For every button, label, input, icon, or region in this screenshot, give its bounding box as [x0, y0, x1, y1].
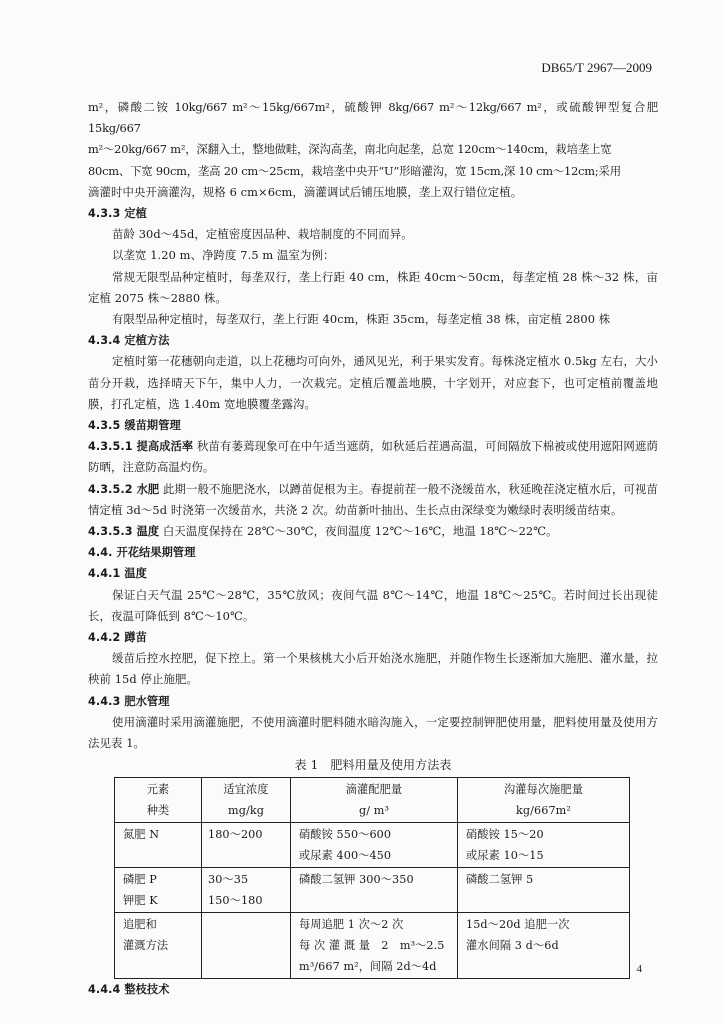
cell-line: m³/667 m²，间隔 2d～4d — [299, 960, 437, 974]
cell-line: 磷酸二氢钾 300～350 — [299, 873, 414, 887]
table-cell — [458, 868, 630, 913]
table-cell — [202, 913, 291, 979]
paragraph-text: 秋苗有萎蔫现象可在中午适当遮荫，如秋延后茬遇高温，可间隔放下棉被或使用遮阳网遮荫防晒，注意防高温灼伤。 — [88, 439, 658, 475]
paragraph: 定植时第一花穗朝向走道，以上花穗均可向外，通风见光，利于果实发育。每株浇定植水 0.5kg 左右，大小苗分开栽，选择晴天下午，集中人力，一次栽完。定植后覆盖地膜，十字划开，对应套下，也可定植前覆盖地膜，打孔定植，选 1.40m 宽地膜覆垄露沟。 — [88, 354, 658, 411]
header-concentration: 适宜浓度 mg/kg — [202, 778, 291, 823]
cell-line: 150～180 — [208, 894, 263, 908]
fertilizer-table — [114, 777, 630, 979]
table-cell — [115, 868, 202, 913]
paragraph: 以垄宽 1.20 m、净跨度 7.5 m 温室为例： — [112, 248, 335, 263]
table-cell — [458, 823, 630, 868]
document-id: DB65/T 2967—2009 — [541, 60, 652, 75]
document-body — [88, 97, 658, 1001]
page-number: 4 — [636, 963, 642, 975]
paragraph — [88, 436, 658, 478]
cell-line: 追肥和 — [123, 918, 157, 932]
cell-line: 每 次 灌 溉 量 2 m³～2.5 — [299, 939, 445, 953]
paragraph-line: m²～20kg/667 m²，深翻入土，整地做畦，深沟高垄，南北向起垄，总宽 120cm～140cm，栽培垄上宽 — [88, 142, 612, 157]
cell-line: 或尿素 10～15 — [466, 849, 544, 863]
paragraph-line: 80cm、下宽 90cm，垄高 20 cm～25cm，栽培垄中央开“U”形暗灌沟，宽 15cm,深 10 cm～12cm;采用 — [88, 163, 621, 178]
paragraph-text: 白天温度保持在 28℃～30℃，夜间温度 12℃～16℃，地温 18℃～22℃。 — [162, 524, 558, 539]
table-row — [115, 913, 630, 979]
paragraph: 保证白天气温 25℃～28℃，35℃放风；夜间气温 8℃～14℃，地温 18℃～25℃。若时间过长出现徒长，夜温可降低到 8℃～10℃。 — [88, 587, 658, 623]
section-heading: 4.4.1 温度 — [88, 567, 147, 581]
section-heading: 4.3.4 定植方法 — [88, 334, 170, 348]
paragraph-text: 此期一般不施肥浇水，以蹲苗促根为主。春提前茬一般不浇缓苗水，秋延晚茬浇定植水后，可视苗情定植 3d～5d 时浇第一次缓苗水，共浇 2 次。幼苗新叶抽出、生长点由深绿变为嫩绿时表明缓苗结束。 — [88, 481, 658, 517]
paragraph: 苗龄 30d～45d，定植密度因品种、栽培制度的不同而异。 — [112, 227, 413, 242]
subsection-heading: 4.3.5.3 温度 — [88, 525, 160, 539]
table-header-row — [115, 778, 630, 823]
header-furrow-amount: 沟灌每次施肥量 kg/667m² — [458, 778, 630, 823]
cell-line: 180～200 — [208, 828, 263, 842]
paragraph: 常规无限型品种定植时，每垄双行，垄上行距 40 cm，株距 40cm～50cm，每垄定植 28 株～32 株，亩定植 2075 株～2880 株。 — [88, 269, 658, 305]
paragraph: 有限型品种定植时，每垄双行，垄上行距 40cm，株距 35cm，每垄定植 38 株，亩定植 2800 株 — [112, 312, 611, 327]
cell-line: 30～35 — [208, 873, 249, 887]
paragraph: 缓苗后控水控肥，促下控上。第一个果核桃大小后开始浇水施肥，并随作物生长逐渐加大施肥、灌水量，拉秧前 15d 停止施肥。 — [88, 651, 658, 687]
table-cell — [291, 868, 458, 913]
section-heading: 4.3.5 缓苗期管理 — [88, 419, 181, 433]
cell-line: 15d～20d 追肥一次 — [466, 918, 570, 932]
paragraph-line: 滴灌时中央开滴灌沟，规格 6 cm×6cm，滴灌调试后铺压地膜，垄上双行错位定植。 — [88, 184, 523, 199]
section-heading: 4.4.4 整枝技术 — [88, 983, 170, 997]
cell-line: 或尿素 400～450 — [299, 849, 392, 863]
table-row — [115, 823, 630, 868]
section-heading: 4.4. 开花结果期管理 — [88, 546, 196, 560]
cell-line: 磷肥 P — [123, 873, 157, 887]
table-caption: 表 1 肥料用量及使用方法表 — [294, 758, 452, 773]
paragraph — [88, 521, 658, 542]
table-cell — [291, 913, 458, 979]
table-cell — [115, 913, 202, 979]
table-cell — [458, 913, 630, 979]
cell-line: 钾肥 K — [123, 894, 158, 908]
table-body — [115, 823, 630, 979]
section-heading: 4.3.3 定植 — [88, 207, 147, 221]
cell-line: 磷酸二氢钾 5 — [466, 873, 534, 887]
paragraph — [88, 479, 658, 521]
cell-line: 氮肥 N — [123, 828, 160, 842]
table-cell — [291, 823, 458, 868]
cell-line: 硝酸铵 550～600 — [299, 828, 392, 842]
header-drip-amount: 滴灌配肥量 g/ m³ — [291, 778, 458, 823]
cell-line: 灌溉方法 — [123, 939, 169, 953]
subsection-heading: 4.3.5.1 提高成活率 — [88, 440, 194, 454]
paragraph: 使用滴灌时采用滴灌施肥，不使用滴灌时肥料随水暗沟施入，一定要控制钾肥使用量，肥料使用量及使用方法见表 1。 — [88, 714, 658, 751]
table-cell — [115, 823, 202, 868]
section-heading: 4.4.2 蹲苗 — [88, 631, 147, 645]
table-cell — [202, 823, 291, 868]
section-heading: 4.4.3 肥水管理 — [88, 694, 170, 708]
header-element-type: 元素 种类 — [115, 778, 202, 823]
table-row — [115, 868, 630, 913]
paragraph-line: m²，磷酸二铵 10kg/667 m²～15kg/667m²，硫酸钾 8kg/667 m²～12kg/667 m²，或硫酸钾型复合肥 15kg/667 — [88, 100, 658, 136]
cell-line: 灌水间隔 3 d～6d — [466, 939, 559, 953]
cell-line: 每周追肥 1 次～2 次 — [299, 918, 404, 932]
table-cell — [202, 868, 291, 913]
subsection-heading: 4.3.5.2 水肥 — [88, 482, 160, 496]
cell-line: 硝酸铵 15～20 — [466, 828, 544, 842]
